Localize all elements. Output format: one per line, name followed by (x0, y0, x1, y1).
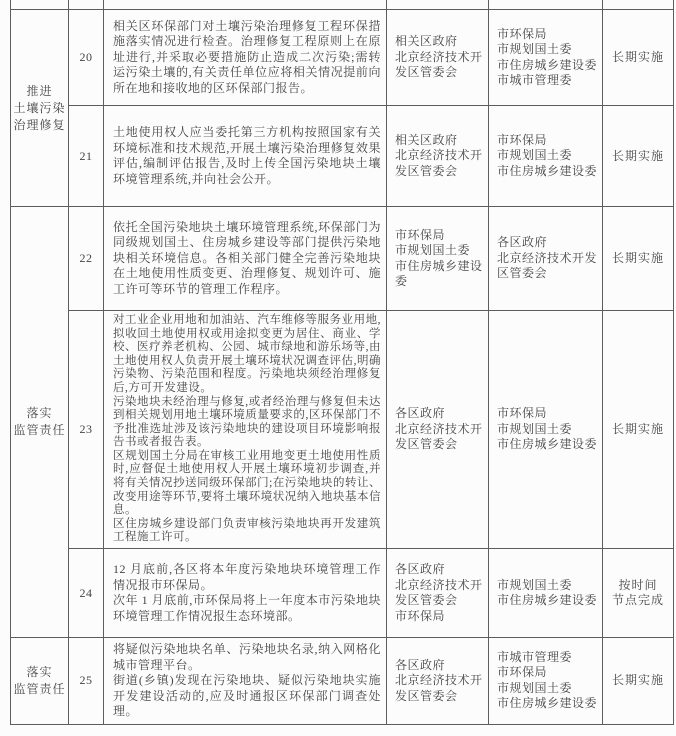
partial-cell (69, 0, 104, 10)
partial-cell (603, 0, 674, 10)
unit-name: 各区政府 (395, 562, 446, 576)
category-label-line: 土壤污染 (13, 100, 66, 115)
partial-row-bottom (10, 725, 676, 736)
task-number-cell: 20 (69, 10, 104, 106)
units-col5-cell (489, 10, 603, 106)
unit-name: 市环保局 (395, 608, 446, 623)
task-paragraph: 依托全国污染地块土壤环境管理系统,环保部门为同级规划国土、住房城乡建设等部门提供污染地块相关环境信息。各相关部门健全完善污染地块在土地使用性质变更、治理修复、规划许可、施工许可等环节的管理工作程序。 (113, 219, 381, 296)
unit-name: 市环保局 (497, 26, 548, 41)
unit-name: 市住房城乡建设委 (497, 437, 598, 452)
units-col4-cell (387, 207, 489, 311)
table-row (11, 549, 674, 638)
unit-name: 北京经济技术开发区管委会 (395, 421, 483, 452)
units-col4-cell (387, 638, 489, 725)
unit-name: 市规划国土委 (497, 421, 573, 436)
units-col4-cell (387, 10, 489, 106)
schedule-line: 长期实施 (611, 673, 664, 688)
task-content-cell (104, 638, 387, 725)
unit-name: 市住房城乡建设委 (497, 696, 598, 711)
schedule-cell (603, 207, 674, 311)
task-paragraph: 土地使用权人应当委托第三方机构按照国家有关环境标准和技术规范,开展土壤污染治理修复效果评估,编制评估报告,及时上传全国污染地块土壤环境管理系统,并向社会公开。 (113, 125, 381, 186)
unit-name: 相关区政府 (395, 34, 458, 49)
schedule-line: 长期实施 (611, 251, 664, 265)
table-row (11, 311, 674, 549)
schedule-line: 长期实施 (611, 50, 664, 64)
task-content-cell (104, 10, 387, 106)
units-col5-cell (489, 106, 603, 207)
unit-name: 市城市管理委 (497, 649, 573, 664)
unit-name: 市住房城乡建设委 (395, 258, 483, 288)
category-label-line: 监管责任 (13, 423, 66, 437)
unit-name: 各区政府 (395, 657, 446, 672)
schedule-cell (603, 10, 674, 106)
category-cell-soil-remediation (11, 10, 69, 207)
unit-name: 各区政府 (497, 235, 548, 250)
unit-name: 北京经济技术开发区管委会 (395, 673, 483, 703)
task-paragraph: 污染地块未经治理与修复,或者经治理与修复但未达到相关规划用地土壤环境质量要求的,区环保部门不予批准选址涉及该污染地块的建设项目环境影响报告书或者报告表。 (113, 395, 381, 449)
schedule-line: 按时间 (618, 578, 658, 592)
task-number-cell: 22 (69, 207, 104, 311)
unit-name: 市规划国土委 (497, 148, 573, 163)
partial-cell (104, 0, 387, 10)
unit-name: 北京经济技术开发区管委会 (497, 250, 598, 281)
table-row (11, 207, 674, 311)
schedule-cell (603, 106, 674, 207)
unit-name: 市城市管理委 (497, 73, 573, 87)
category-label-line: 落实 (26, 406, 53, 420)
unit-name: 北京经济技术开发区管委会 (395, 577, 483, 607)
task-content-cell (104, 207, 387, 311)
task-number-cell: 21 (69, 106, 104, 207)
task-number-cell: 23 (69, 311, 104, 549)
unit-name: 相关区政府 (395, 132, 458, 147)
unit-name: 市规划国土委 (395, 243, 471, 257)
task-content-cell (104, 311, 387, 549)
schedule-cell (603, 549, 674, 638)
unit-name: 北京经济技术开发区管委会 (395, 49, 483, 80)
task-number-cell: 24 (69, 549, 104, 638)
schedule-line: 长期实施 (611, 422, 664, 436)
category-label-line: 监管责任 (13, 681, 66, 696)
units-col4-cell (387, 549, 489, 638)
partial-row-top (11, 0, 674, 10)
unit-name: 市规划国土委 (497, 42, 573, 56)
task-content-cell (104, 549, 387, 638)
task-paragraph: 对工业企业用地和加油站、汽车维修等服务业用地,拟收回土地使用权或用途拟变更为居住、商业、学校、医疗养老机构、公园、城市绿地和游乐场等,由土地使用权人负责开展土壤环境状况调查评估,明确污染物、污染范围和程度。污染地块须经治理修复后,方可开发建设。 (113, 313, 381, 394)
schedule-cell (603, 311, 674, 549)
unit-name: 各区政府 (395, 406, 446, 421)
unit-name: 市住房城乡建设委 (497, 593, 598, 607)
units-col5-cell (489, 207, 603, 311)
table-row (11, 638, 674, 725)
category-label-line: 推进 (26, 83, 53, 98)
partial-cell (11, 0, 69, 10)
partial-cell (489, 0, 603, 10)
table-row (11, 10, 674, 106)
unit-name: 市住房城乡建设委 (497, 163, 598, 178)
task-paragraph: 区住房城乡建设部门负责审核污染地块再开发建筑工程施工许可。 (113, 517, 381, 544)
unit-name: 市规划国土委 (497, 577, 573, 592)
units-col5-cell (489, 549, 603, 638)
unit-name: 市住房城乡建设委 (497, 57, 598, 72)
unit-name: 市环保局 (497, 665, 548, 680)
units-col4-cell (387, 311, 489, 549)
unit-name: 市环保局 (497, 132, 548, 147)
unit-name: 市规划国土委 (497, 680, 573, 695)
task-number-cell: 25 (69, 638, 104, 725)
task-paragraph: 12 月底前,各区将本年度污染地块环境管理工作情况报市环保局。 (113, 562, 381, 592)
task-paragraph: 相关区环保部门对土壤污染治理修复工程环保措施落实情况进行检查。治理修复工程原则上在原址进行,并采取必要措施防止造成二次污染;需转运污染土壤的,有关责任单位应将相关情况提前向所在地和接收地的区环保部门报告。 (113, 18, 381, 95)
schedule-cell (603, 638, 674, 725)
unit-name: 市环保局 (395, 227, 446, 242)
task-content-cell (104, 106, 387, 207)
units-col5-cell (489, 311, 603, 549)
schedule-line: 节点完成 (611, 593, 664, 607)
implementation-tasks-table (10, 0, 674, 725)
category-label-line: 落实 (26, 664, 53, 679)
unit-name: 北京经济技术开发区管委会 (395, 148, 483, 178)
table-row (11, 106, 674, 207)
partial-cell (387, 0, 489, 10)
category-cell-supervision-1 (11, 207, 69, 638)
unit-name: 市环保局 (497, 406, 548, 421)
task-paragraph: 街道(乡镇)发现在污染地块、疑似污染地块实施开发建设活动的,应及时通报区环保部门调查处理。 (113, 673, 381, 718)
category-cell-supervision-2 (11, 638, 69, 725)
task-paragraph: 区规划国土分局在审核工业用地变更土地使用性质时,应督促土地使用权人开展土壤环境初步调查,并将有关情况抄送同级环保部门;在污染地块的转让、改变用途等环节,要将土壤环境状况纳入地块基本信息。 (113, 449, 381, 517)
units-col5-cell (489, 638, 603, 725)
task-paragraph: 次年 1 月底前,市环保局将上一年度本市污染地块环境管理工作情况报生态环境部。 (113, 593, 381, 623)
schedule-line: 长期实施 (611, 148, 664, 163)
units-col4-cell (387, 106, 489, 207)
category-label-line: 治理修复 (13, 117, 66, 132)
task-paragraph: 将疑似污染地块名单、污染地块名录,纳入网格化城市管理平台。 (113, 642, 381, 672)
